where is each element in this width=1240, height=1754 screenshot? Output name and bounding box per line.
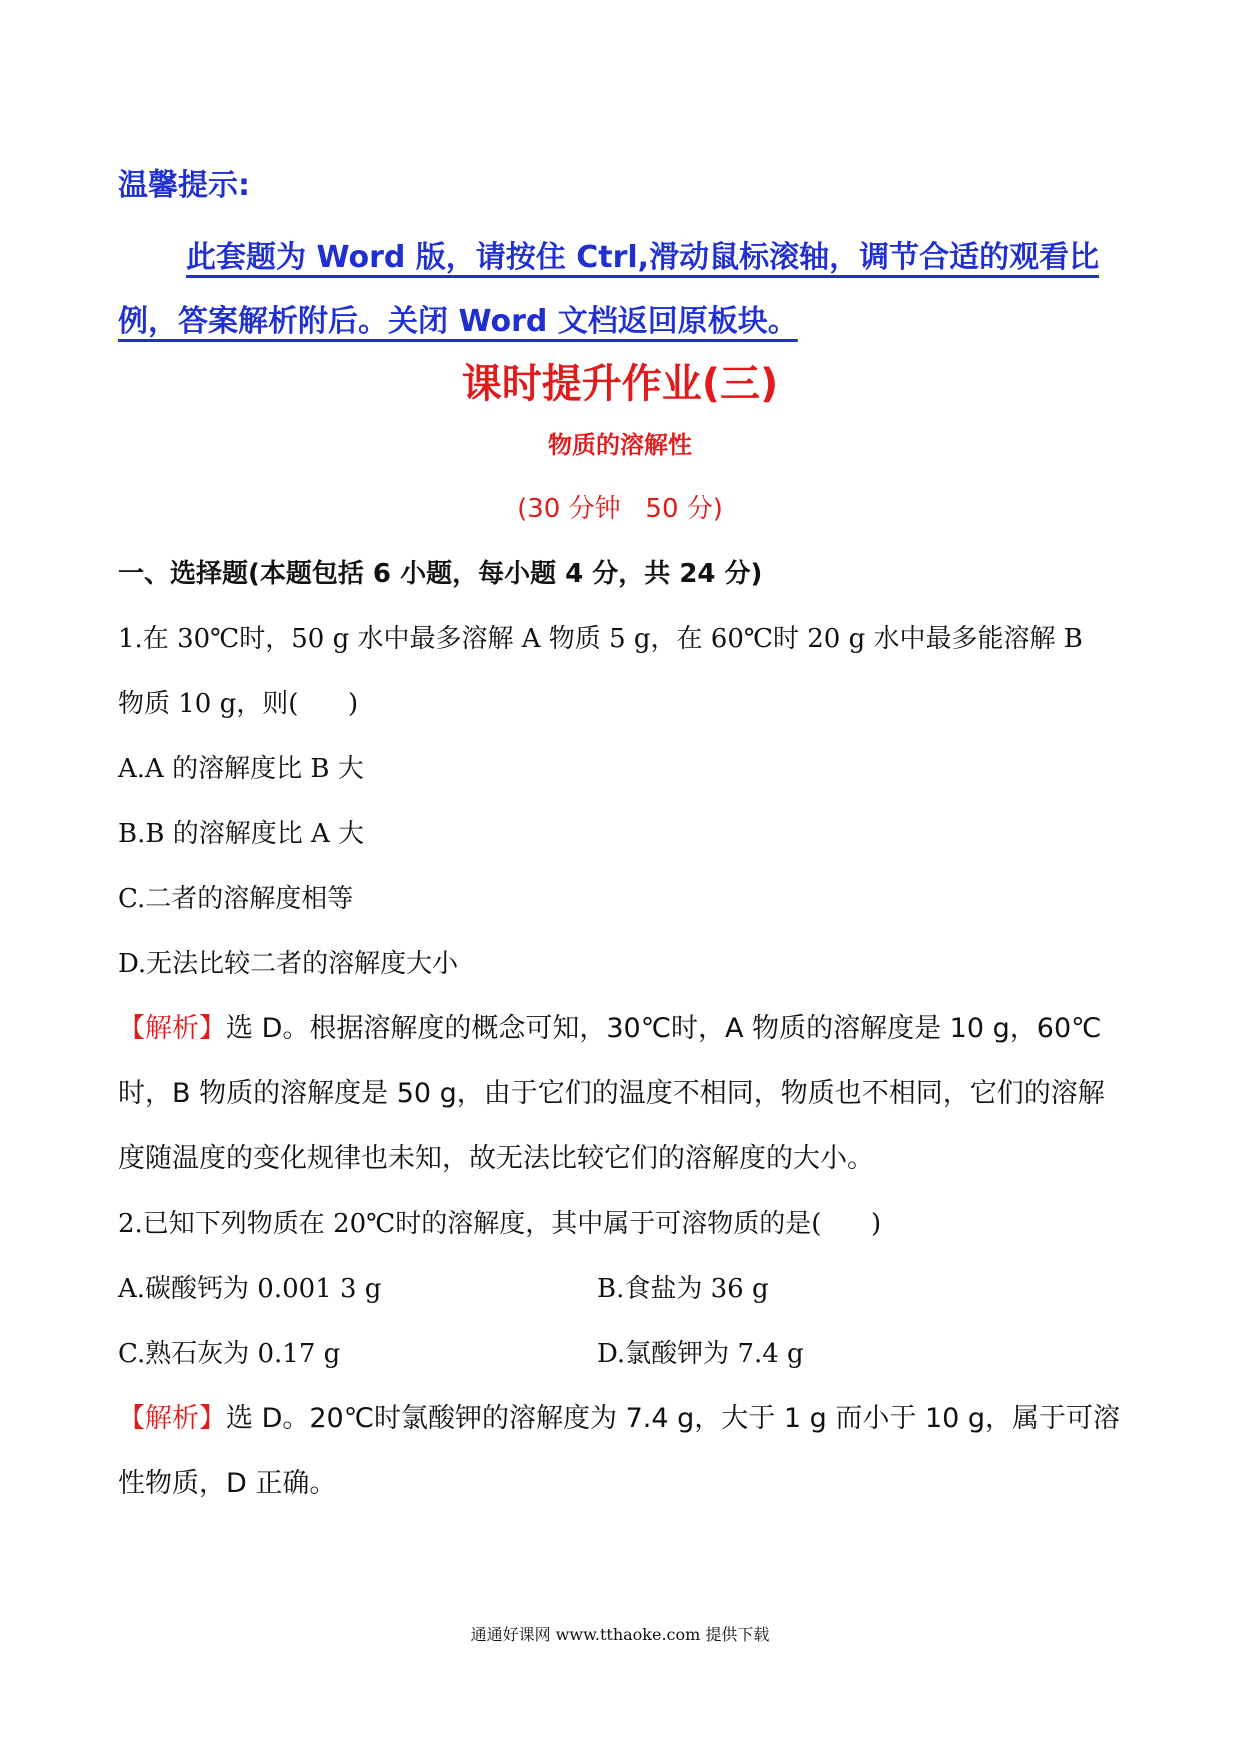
question-2-option-d: D.氯酸钾为 7.4 g (597, 1339, 804, 1369)
section-heading: 一、选择题(本题包括 6 小题，每小题 4 分，共 24 分) (118, 559, 763, 589)
analysis-tag: 【解析】 (118, 1013, 226, 1044)
page-title: 课时提升作业(三) (461, 361, 779, 407)
page-footer: 通通好课网 www.tthaoke.com 提供下载 (470, 1625, 770, 1644)
question-1-option-c: C.二者的溶解度相等 (118, 884, 354, 914)
question-2-option-a: A.碳酸钙为 0.001 3 g (118, 1274, 382, 1304)
question-1-stem-line-1: 1.在 30℃时，50 g 水中最多溶解 A 物质 5 g，在 60℃时 20 g 水中最多能溶解 B (118, 624, 1083, 654)
question-2-stem: 2.已知下列物质在 20℃时的溶解度，其中属于可溶物质的是( ) (118, 1209, 882, 1239)
question-2-options-row-2 (118, 1333, 1128, 1370)
question-1-analysis (118, 996, 1128, 1191)
notice-body: 此套题为 Word 版，请按住 Ctrl,滑动鼠标滚轴，调节合适的观看比例，答案解析附后。关闭 Word 文档返回原板块。 (118, 240, 1100, 339)
analysis-tag: 【解析】 (118, 1403, 226, 1434)
analysis-text: 选 D。根据溶解度的概念可知，30℃时，A 物质的溶解度是 10 g，60℃时，B 物质的溶解度是 50 g，由于它们的温度不相同，物质也不相同，它们的溶解度随温度的变化规律也未知，故无法比较它们的溶解度的大小。 (118, 1013, 1105, 1174)
question-1-option-a: A.A 的溶解度比 B 大 (118, 754, 364, 784)
question-2-option-c: C.熟石灰为 0.17 g (118, 1339, 341, 1369)
question-2-analysis (118, 1386, 1128, 1516)
notice-heading: 温馨提示: (118, 168, 250, 203)
time-score-note: (30 分钟 50 分) (517, 494, 723, 524)
question-1-option-d: D.无法比较二者的溶解度大小 (118, 949, 459, 979)
page-subtitle: 物质的溶解性 (548, 430, 692, 459)
question-2-options-row-1 (118, 1268, 1128, 1305)
analysis-text: 选 D。20℃时氯酸钾的溶解度为 7.4 g，大于 1 g 而小于 10 g，属于可溶性物质，D 正确。 (118, 1403, 1121, 1499)
question-1-option-b: B.B 的溶解度比 A 大 (118, 819, 365, 849)
question-1-stem-line-2: 物质 10 g，则( ) (118, 689, 359, 719)
question-2-option-b: B.食盐为 36 g (597, 1274, 769, 1304)
